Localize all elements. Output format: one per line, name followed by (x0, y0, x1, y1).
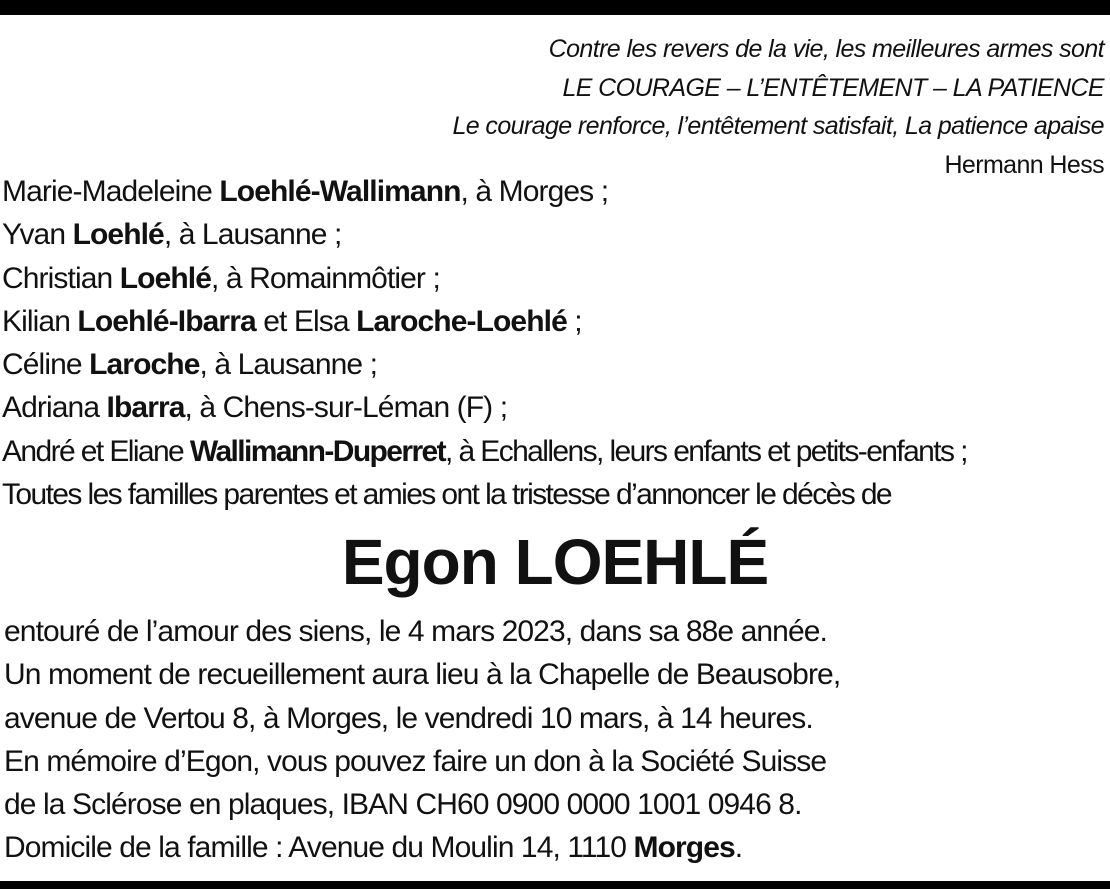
detail-line: entouré de l’amour des siens, le 4 mars 2023, dans sa 88e année. (4, 615, 827, 648)
family-member: Céline Laroche, à Lausanne ; (2, 348, 378, 382)
epigraph-line: LE COURAGE – L’ENTÊTEMENT – LA PATIENCE (562, 73, 1104, 102)
family-member: Kilian Loehlé-Ibarra et Elsa Laroche-Loehlé ; (2, 304, 582, 338)
domicile-line: Domicile de la famille : Avenue du Moulin 14, 1110 Morges. (4, 831, 743, 865)
family-member: André et Eliane Wallimann-Duperret, à Echallens, leurs enfants et petits-enfants ; (2, 434, 967, 468)
family-member: Yvan Loehlé, à Lausanne ; (2, 218, 342, 252)
detail-line: En mémoire d’Egon, vous pouvez faire un don à la Société Suisse (4, 744, 827, 778)
bottom-rule (0, 881, 1110, 889)
epigraph-line: Contre les revers de la vie, les meilleures armes sont (548, 35, 1104, 63)
top-rule (0, 0, 1110, 15)
deceased-name: Egon LOEHLÉ (341, 526, 769, 598)
detail-line: Un moment de recueillement aura lieu à la Chapelle de Beausobre, (4, 658, 841, 692)
family-member: Marie-Madeleine Loehlé-Wallimann, à Morges ; (2, 175, 609, 208)
announcement: Toutes les familles parentes et amies ont la tristesse d’annoncer le décès de (2, 478, 892, 512)
notice-details (4, 610, 840, 870)
epigraph (452, 30, 1104, 184)
detail-line: de la Sclérose en plaques, IBAN CH60 0900 0000 1001 0946 8. (4, 788, 802, 822)
epigraph-line: Le courage renforce, l’entêtement satisfait, La patience apaise (452, 112, 1104, 140)
family-member: Christian Loehlé, à Romainmôtier ; (2, 261, 440, 295)
epigraph-author: Hermann Hess (944, 150, 1104, 179)
family-list (2, 170, 967, 516)
family-member: Adriana Ibarra, à Chens-sur-Léman (F) ; (2, 391, 508, 425)
detail-line: avenue de Vertou 8, à Morges, le vendredi 10 mars, à 14 heures. (4, 701, 813, 735)
